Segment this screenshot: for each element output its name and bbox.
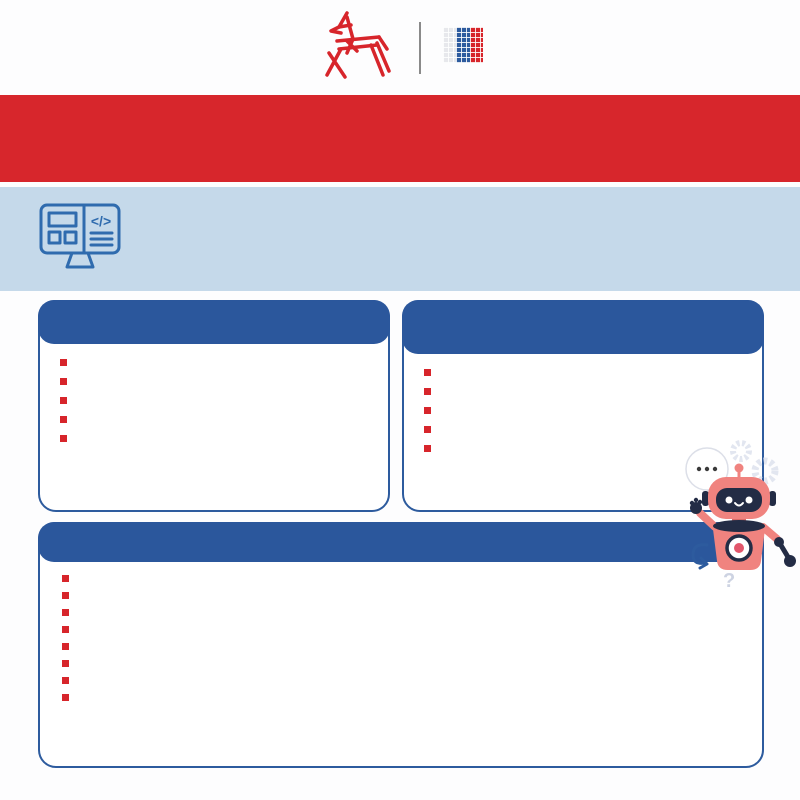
- definition-text: [150, 208, 790, 270]
- bullet-square-icon: [60, 359, 67, 366]
- bullet-square-icon: [60, 378, 67, 385]
- bullet-square-icon: [424, 426, 431, 433]
- flag-mosaic-icon: [443, 27, 483, 63]
- bullet-square-icon: [62, 609, 69, 616]
- list-item: [60, 354, 374, 366]
- signs-list: [40, 344, 388, 442]
- list-item: [424, 402, 748, 414]
- list-item: [62, 655, 746, 667]
- signs-card: [38, 300, 390, 512]
- robot-mascot: [655, 437, 800, 597]
- list-item: [424, 364, 748, 376]
- bullet-square-icon: [424, 369, 431, 376]
- list-item: [62, 570, 746, 582]
- definition-section: [0, 187, 800, 291]
- computer-monitor-icon: [36, 199, 124, 279]
- list-item: [62, 587, 746, 599]
- bullet-square-icon: [424, 445, 431, 452]
- list-item: [60, 392, 374, 404]
- brand-block: [443, 27, 483, 68]
- logo-divider: [419, 22, 421, 74]
- bullet-square-icon: [62, 575, 69, 582]
- list-item: [62, 672, 746, 684]
- header: [0, 0, 800, 95]
- horse-logo-icon: [317, 9, 397, 87]
- list-item: [62, 621, 746, 633]
- list-item: [62, 689, 746, 701]
- list-item: [424, 421, 748, 433]
- bullet-square-icon: [424, 388, 431, 395]
- bullet-square-icon: [60, 435, 67, 442]
- recommendations-list: [40, 562, 762, 701]
- bullet-square-icon: [60, 416, 67, 423]
- bullet-square-icon: [62, 643, 69, 650]
- bullet-square-icon: [62, 694, 69, 701]
- bullet-square-icon: [424, 407, 431, 414]
- title-banner: [0, 95, 800, 182]
- list-item: [60, 430, 374, 442]
- question-mark-icon: ?: [723, 570, 736, 592]
- signs-card-header: [38, 300, 390, 344]
- causes-card-header: [402, 300, 764, 354]
- bullet-square-icon: [62, 660, 69, 667]
- bullet-square-icon: [60, 397, 67, 404]
- list-item: [60, 411, 374, 423]
- svg-text:</>: </>: [90, 213, 112, 229]
- list-item: [62, 638, 746, 650]
- list-item: [60, 373, 374, 385]
- bullet-square-icon: [62, 626, 69, 633]
- bullet-square-icon: [62, 677, 69, 684]
- list-item: [62, 604, 746, 616]
- bullet-square-icon: [62, 592, 69, 599]
- curl-arrow-icon: [693, 545, 707, 568]
- list-item: [424, 383, 748, 395]
